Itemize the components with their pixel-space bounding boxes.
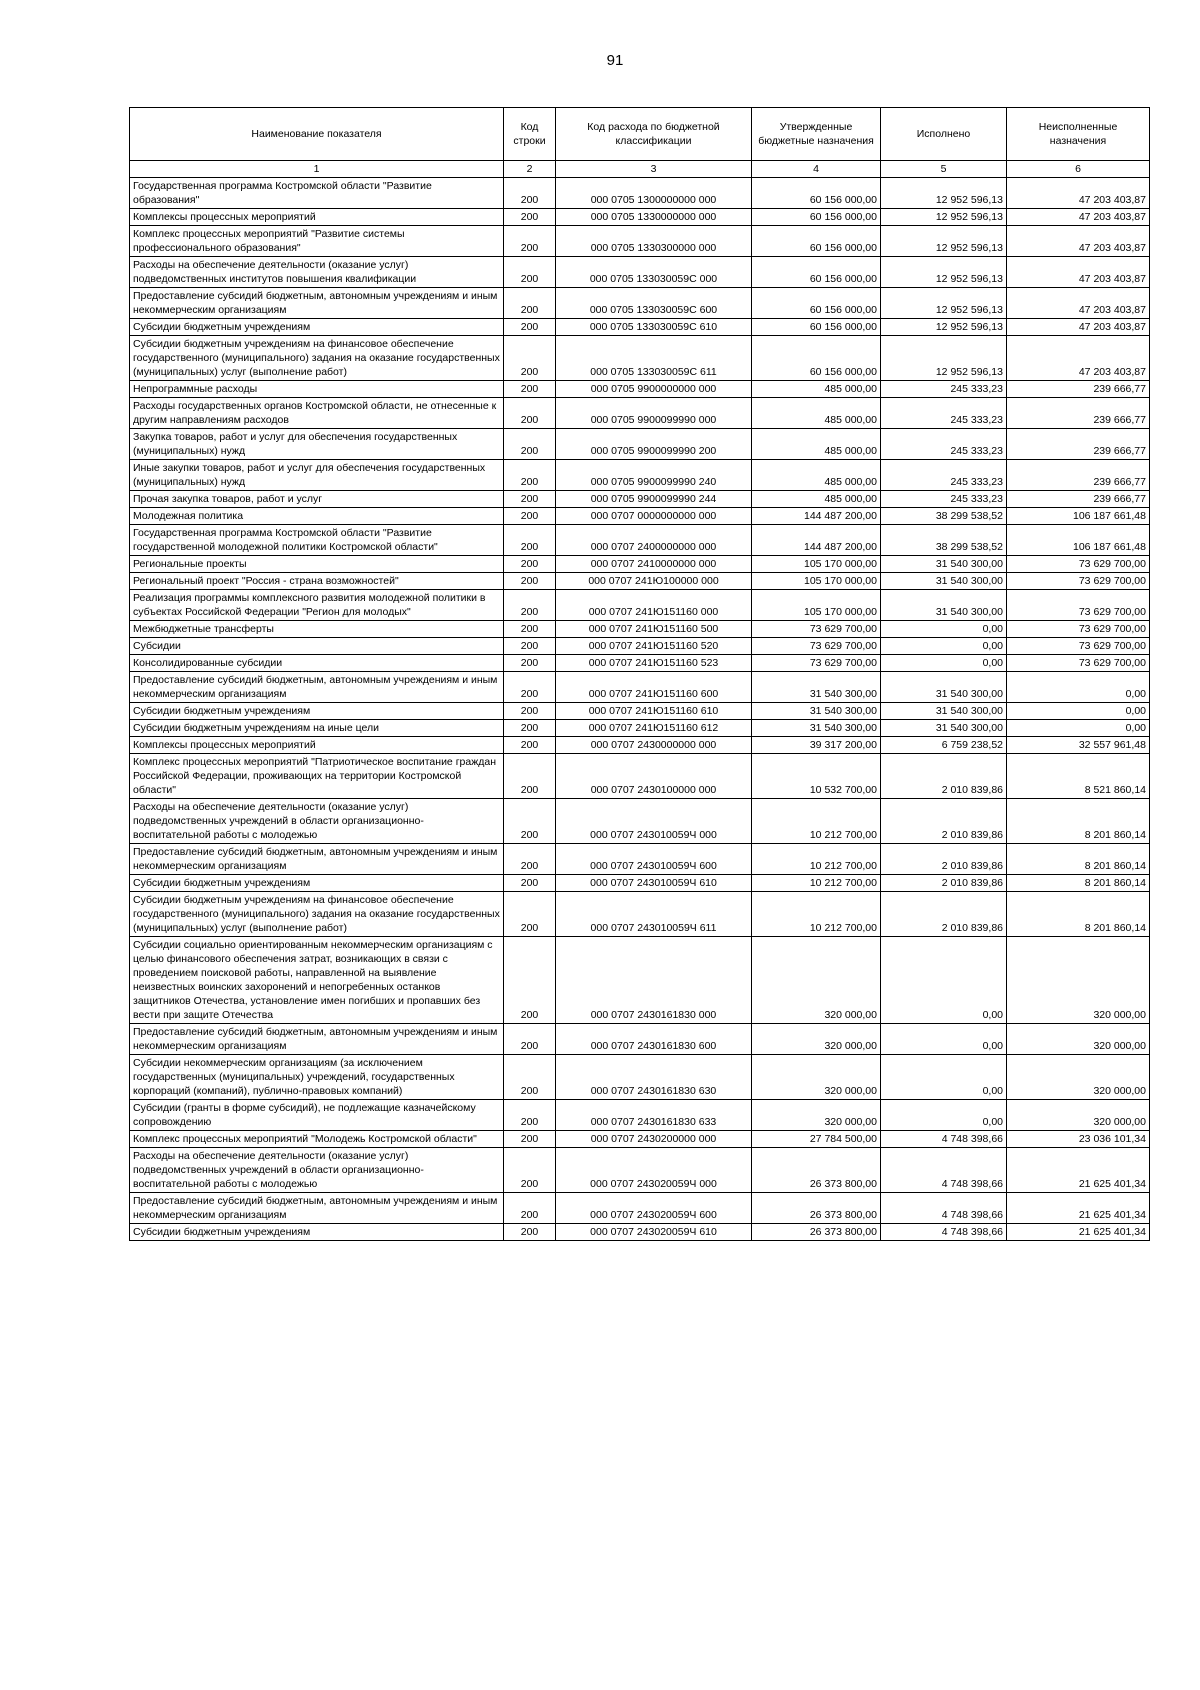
row-remaining: 21 625 401,34 (1007, 1148, 1150, 1193)
row-line-code: 200 (504, 525, 556, 556)
row-name: Закупка товаров, работ и услуг для обеспечения государственных (муниципальных) нужд (130, 429, 504, 460)
table-row (130, 621, 1150, 638)
row-line-code: 200 (504, 336, 556, 381)
row-name: Субсидии бюджетным учреждениям на финансовое обеспечение государственного (муниципального) задания на оказание государственных (муниципальных) услуг (выполнение работ) (130, 336, 504, 381)
row-executed: 4 748 398,66 (881, 1224, 1007, 1241)
row-expense-code: 000 0707 2400000000 000 (556, 525, 752, 556)
row-name: Молодежная политика (130, 508, 504, 525)
row-approved: 73 629 700,00 (752, 621, 881, 638)
row-executed: 12 952 596,13 (881, 178, 1007, 209)
row-executed: 0,00 (881, 621, 1007, 638)
row-executed: 245 333,23 (881, 460, 1007, 491)
table-row (130, 655, 1150, 672)
row-remaining: 47 203 403,87 (1007, 226, 1150, 257)
row-executed: 12 952 596,13 (881, 336, 1007, 381)
row-line-code: 200 (504, 381, 556, 398)
row-name: Предоставление субсидий бюджетным, автономным учреждениям и иным некоммерческим организациям (130, 844, 504, 875)
row-executed: 31 540 300,00 (881, 573, 1007, 590)
row-approved: 60 156 000,00 (752, 319, 881, 336)
row-expense-code: 000 0705 1330300000 000 (556, 226, 752, 257)
row-remaining: 21 625 401,34 (1007, 1224, 1150, 1241)
table-row (130, 209, 1150, 226)
row-approved: 10 532 700,00 (752, 754, 881, 799)
row-name: Расходы государственных органов Костромской области, не отнесенные к другим направлениям расходов (130, 398, 504, 429)
row-expense-code: 000 0705 9900099990 200 (556, 429, 752, 460)
row-remaining: 239 666,77 (1007, 429, 1150, 460)
row-executed: 12 952 596,13 (881, 288, 1007, 319)
row-executed: 0,00 (881, 655, 1007, 672)
row-approved: 105 170 000,00 (752, 590, 881, 621)
row-remaining: 23 036 101,34 (1007, 1131, 1150, 1148)
table-row (130, 844, 1150, 875)
row-expense-code: 000 0707 241Ю151160 000 (556, 590, 752, 621)
row-remaining: 47 203 403,87 (1007, 319, 1150, 336)
row-line-code: 200 (504, 178, 556, 209)
table-row (130, 319, 1150, 336)
row-approved: 39 317 200,00 (752, 737, 881, 754)
row-line-code: 200 (504, 319, 556, 336)
table-row (130, 460, 1150, 491)
row-expense-code: 000 0707 2430000000 000 (556, 737, 752, 754)
table-row (130, 892, 1150, 937)
row-name: Предоставление субсидий бюджетным, автономным учреждениям и иным некоммерческим организациям (130, 672, 504, 703)
row-executed: 31 540 300,00 (881, 556, 1007, 573)
row-name: Предоставление субсидий бюджетным, автономным учреждениям и иным некоммерческим организациям (130, 288, 504, 319)
row-expense-code: 000 0707 243010059Ч 000 (556, 799, 752, 844)
row-line-code: 200 (504, 799, 556, 844)
table-row (130, 937, 1150, 1024)
row-remaining: 320 000,00 (1007, 937, 1150, 1024)
table-row (130, 288, 1150, 319)
row-executed: 2 010 839,86 (881, 754, 1007, 799)
row-remaining: 32 557 961,48 (1007, 737, 1150, 754)
row-line-code: 200 (504, 937, 556, 1024)
table-row (130, 799, 1150, 844)
table-row (130, 720, 1150, 737)
row-approved: 320 000,00 (752, 1055, 881, 1100)
row-expense-code: 000 0707 0000000000 000 (556, 508, 752, 525)
row-expense-code: 000 0707 241Ю151160 600 (556, 672, 752, 703)
row-name: Субсидии социально ориентированным некоммерческим организациям с целью финансового обеспечения затрат, возникающих в связи с проведением поисковой работы, направленной на выявление неизвестных воинских захоронений и непогребенных останков защитников Отечества, установление имен погибших и пропавших без вести при защите Отечества (130, 937, 504, 1024)
row-expense-code: 000 0705 133030059C 610 (556, 319, 752, 336)
row-approved: 144 487 200,00 (752, 508, 881, 525)
row-line-code: 200 (504, 288, 556, 319)
row-name: Реализация программы комплексного развития молодежной политики в субъектах Российской Федерации "Регион для молодых" (130, 590, 504, 621)
row-approved: 485 000,00 (752, 398, 881, 429)
row-remaining: 8 201 860,14 (1007, 875, 1150, 892)
page-number: 91 (606, 52, 624, 69)
table-row (130, 754, 1150, 799)
row-remaining: 0,00 (1007, 720, 1150, 737)
header-executed: Исполнено (881, 108, 1007, 161)
row-approved: 485 000,00 (752, 491, 881, 508)
row-expense-code: 000 0705 133030059C 611 (556, 336, 752, 381)
row-approved: 485 000,00 (752, 381, 881, 398)
row-approved: 10 212 700,00 (752, 799, 881, 844)
row-approved: 10 212 700,00 (752, 892, 881, 937)
table-row (130, 1055, 1150, 1100)
row-expense-code: 000 0705 1330000000 000 (556, 209, 752, 226)
row-line-code: 200 (504, 398, 556, 429)
row-line-code: 200 (504, 844, 556, 875)
table-row (130, 703, 1150, 720)
row-approved: 485 000,00 (752, 429, 881, 460)
row-expense-code: 000 0707 2430161830 000 (556, 937, 752, 1024)
row-line-code: 200 (504, 1224, 556, 1241)
row-expense-code: 000 0707 241Ю151160 500 (556, 621, 752, 638)
row-line-code: 200 (504, 621, 556, 638)
row-name: Субсидии некоммерческим организациям (за исключением государственных (муниципальных) учреждений, государственных корпораций (компаний), публично-правовых компаний) (130, 1055, 504, 1100)
row-approved: 31 540 300,00 (752, 672, 881, 703)
row-name: Расходы на обеспечение деятельности (оказание услуг) подведомственных учреждений в области организационно-воспитательной работы с молодежью (130, 799, 504, 844)
header-line-code: Код строки (504, 108, 556, 161)
row-name: Предоставление субсидий бюджетным, автономным учреждениям и иным некоммерческим организациям (130, 1024, 504, 1055)
row-remaining: 320 000,00 (1007, 1100, 1150, 1131)
row-expense-code: 000 0707 243010059Ч 610 (556, 875, 752, 892)
row-line-code: 200 (504, 556, 556, 573)
row-approved: 60 156 000,00 (752, 226, 881, 257)
row-name: Субсидии бюджетным учреждениям на иные цели (130, 720, 504, 737)
row-name: Предоставление субсидий бюджетным, автономным учреждениям и иным некоммерческим организациям (130, 1193, 504, 1224)
row-executed: 12 952 596,13 (881, 209, 1007, 226)
table-row (130, 508, 1150, 525)
row-executed: 4 748 398,66 (881, 1131, 1007, 1148)
row-remaining: 73 629 700,00 (1007, 590, 1150, 621)
row-approved: 27 784 500,00 (752, 1131, 881, 1148)
row-name: Комплекс процессных мероприятий "Молодежь Костромской области" (130, 1131, 504, 1148)
row-executed: 0,00 (881, 937, 1007, 1024)
row-line-code: 200 (504, 875, 556, 892)
row-executed: 2 010 839,86 (881, 799, 1007, 844)
row-remaining: 73 629 700,00 (1007, 638, 1150, 655)
row-line-code: 200 (504, 257, 556, 288)
row-remaining: 106 187 661,48 (1007, 525, 1150, 556)
row-expense-code: 000 0705 9900099990 240 (556, 460, 752, 491)
table-row (130, 1024, 1150, 1055)
row-expense-code: 000 0707 241Ю151160 612 (556, 720, 752, 737)
row-approved: 485 000,00 (752, 460, 881, 491)
row-executed: 245 333,23 (881, 429, 1007, 460)
row-approved: 60 156 000,00 (752, 336, 881, 381)
row-remaining: 320 000,00 (1007, 1024, 1150, 1055)
row-approved: 60 156 000,00 (752, 178, 881, 209)
row-executed: 0,00 (881, 1055, 1007, 1100)
row-approved: 26 373 800,00 (752, 1148, 881, 1193)
row-remaining: 73 629 700,00 (1007, 655, 1150, 672)
row-expense-code: 000 0707 243010059Ч 600 (556, 844, 752, 875)
table-row (130, 178, 1150, 209)
row-line-code: 200 (504, 1193, 556, 1224)
row-approved: 320 000,00 (752, 1024, 881, 1055)
header-expense-code: Код расхода по бюджетной классификации (556, 108, 752, 161)
row-name: Межбюджетные трансферты (130, 621, 504, 638)
row-line-code: 200 (504, 737, 556, 754)
row-line-code: 200 (504, 1148, 556, 1193)
row-expense-code: 000 0705 9900099990 000 (556, 398, 752, 429)
row-remaining: 47 203 403,87 (1007, 257, 1150, 288)
row-name: Комплексы процессных мероприятий (130, 209, 504, 226)
table-body (130, 178, 1150, 1241)
row-approved: 31 540 300,00 (752, 720, 881, 737)
row-executed: 38 299 538,52 (881, 525, 1007, 556)
row-approved: 60 156 000,00 (752, 209, 881, 226)
row-line-code: 200 (504, 754, 556, 799)
row-executed: 12 952 596,13 (881, 226, 1007, 257)
table-row (130, 1193, 1150, 1224)
table-row (130, 638, 1150, 655)
row-name: Консолидированные субсидии (130, 655, 504, 672)
table-row (130, 875, 1150, 892)
row-expense-code: 000 0707 243020059Ч 600 (556, 1193, 752, 1224)
row-executed: 0,00 (881, 1100, 1007, 1131)
column-number: 2 (504, 161, 556, 178)
table-row (130, 737, 1150, 754)
column-number: 3 (556, 161, 752, 178)
row-line-code: 200 (504, 573, 556, 590)
row-line-code: 200 (504, 508, 556, 525)
table-row (130, 590, 1150, 621)
row-line-code: 200 (504, 638, 556, 655)
row-name: Комплекс процессных мероприятий "Развитие системы профессионального образования" (130, 226, 504, 257)
row-name: Расходы на обеспечение деятельности (оказание услуг) подведомственных институтов повышения квалификации (130, 257, 504, 288)
row-approved: 320 000,00 (752, 937, 881, 1024)
column-number: 1 (130, 161, 504, 178)
row-expense-code: 000 0707 2430161830 600 (556, 1024, 752, 1055)
row-name: Региональные проекты (130, 556, 504, 573)
table-header (130, 108, 1150, 178)
row-remaining: 21 625 401,34 (1007, 1193, 1150, 1224)
table-row (130, 1131, 1150, 1148)
column-number: 5 (881, 161, 1007, 178)
row-name: Региональный проект "Россия - страна возможностей" (130, 573, 504, 590)
row-line-code: 200 (504, 429, 556, 460)
row-executed: 245 333,23 (881, 398, 1007, 429)
row-line-code: 200 (504, 460, 556, 491)
row-line-code: 200 (504, 720, 556, 737)
table-row (130, 398, 1150, 429)
header-name: Наименование показателя (130, 108, 504, 161)
table-row (130, 1224, 1150, 1241)
row-executed: 2 010 839,86 (881, 875, 1007, 892)
row-expense-code: 000 0707 2430100000 000 (556, 754, 752, 799)
row-remaining: 320 000,00 (1007, 1055, 1150, 1100)
row-remaining: 73 629 700,00 (1007, 621, 1150, 638)
row-remaining: 47 203 403,87 (1007, 336, 1150, 381)
table-row (130, 336, 1150, 381)
row-name: Субсидии (гранты в форме субсидий), не подлежащие казначейскому сопровождению (130, 1100, 504, 1131)
row-line-code: 200 (504, 590, 556, 621)
row-remaining: 106 187 661,48 (1007, 508, 1150, 525)
row-remaining: 239 666,77 (1007, 381, 1150, 398)
row-name: Субсидии (130, 638, 504, 655)
row-line-code: 200 (504, 226, 556, 257)
row-remaining: 239 666,77 (1007, 491, 1150, 508)
row-line-code: 200 (504, 892, 556, 937)
row-expense-code: 000 0707 243020059Ч 610 (556, 1224, 752, 1241)
table-row (130, 556, 1150, 573)
row-name: Субсидии бюджетным учреждениям (130, 875, 504, 892)
row-line-code: 200 (504, 1055, 556, 1100)
row-approved: 10 212 700,00 (752, 875, 881, 892)
row-line-code: 200 (504, 1100, 556, 1131)
row-executed: 31 540 300,00 (881, 703, 1007, 720)
table-row (130, 491, 1150, 508)
row-remaining: 47 203 403,87 (1007, 288, 1150, 319)
table-row (130, 226, 1150, 257)
row-approved: 10 212 700,00 (752, 844, 881, 875)
row-remaining: 239 666,77 (1007, 460, 1150, 491)
row-expense-code: 000 0705 9900000000 000 (556, 381, 752, 398)
row-remaining: 73 629 700,00 (1007, 556, 1150, 573)
row-remaining: 0,00 (1007, 672, 1150, 703)
row-name: Комплекс процессных мероприятий "Патриотическое воспитание граждан Российской Федерации, проживающих на территории Костромской области" (130, 754, 504, 799)
row-executed: 12 952 596,13 (881, 319, 1007, 336)
row-expense-code: 000 0707 243020059Ч 000 (556, 1148, 752, 1193)
row-executed: 245 333,23 (881, 381, 1007, 398)
row-name: Государственная программа Костромской области "Развитие образования" (130, 178, 504, 209)
row-line-code: 200 (504, 672, 556, 703)
row-remaining: 47 203 403,87 (1007, 178, 1150, 209)
row-executed: 2 010 839,86 (881, 892, 1007, 937)
row-name: Комплексы процессных мероприятий (130, 737, 504, 754)
table-row (130, 429, 1150, 460)
table-row (130, 525, 1150, 556)
row-remaining: 47 203 403,87 (1007, 209, 1150, 226)
row-name: Непрограммные расходы (130, 381, 504, 398)
row-approved: 105 170 000,00 (752, 556, 881, 573)
row-approved: 320 000,00 (752, 1100, 881, 1131)
row-executed: 245 333,23 (881, 491, 1007, 508)
row-line-code: 200 (504, 1024, 556, 1055)
row-approved: 73 629 700,00 (752, 638, 881, 655)
row-executed: 4 748 398,66 (881, 1148, 1007, 1193)
row-expense-code: 000 0705 1300000000 000 (556, 178, 752, 209)
row-approved: 60 156 000,00 (752, 257, 881, 288)
row-name: Субсидии бюджетным учреждениям (130, 703, 504, 720)
row-expense-code: 000 0707 2430200000 000 (556, 1131, 752, 1148)
row-expense-code: 000 0707 243010059Ч 611 (556, 892, 752, 937)
row-executed: 0,00 (881, 1024, 1007, 1055)
row-name: Субсидии бюджетным учреждениям (130, 319, 504, 336)
row-line-code: 200 (504, 655, 556, 672)
row-executed: 31 540 300,00 (881, 672, 1007, 703)
row-approved: 144 487 200,00 (752, 525, 881, 556)
row-line-code: 200 (504, 209, 556, 226)
row-expense-code: 000 0705 133030059C 600 (556, 288, 752, 319)
row-remaining: 8 201 860,14 (1007, 844, 1150, 875)
table-row (130, 1100, 1150, 1131)
row-expense-code: 000 0707 2430161830 630 (556, 1055, 752, 1100)
row-executed: 4 748 398,66 (881, 1193, 1007, 1224)
header-remaining: Неисполненные назначения (1007, 108, 1150, 161)
row-expense-code: 000 0705 133030059C 000 (556, 257, 752, 288)
row-line-code: 200 (504, 703, 556, 720)
row-expense-code: 000 0707 241Ю151160 610 (556, 703, 752, 720)
row-approved: 31 540 300,00 (752, 703, 881, 720)
row-line-code: 200 (504, 1131, 556, 1148)
table-row (130, 381, 1150, 398)
row-executed: 2 010 839,86 (881, 844, 1007, 875)
table-row (130, 1148, 1150, 1193)
row-name: Субсидии бюджетным учреждениям (130, 1224, 504, 1241)
row-expense-code: 000 0705 9900099990 244 (556, 491, 752, 508)
row-name: Прочая закупка товаров, работ и услуг (130, 491, 504, 508)
row-name: Субсидии бюджетным учреждениям на финансовое обеспечение государственного (муниципального) задания на оказание государственных (муниципальных) услуг (выполнение работ) (130, 892, 504, 937)
row-approved: 60 156 000,00 (752, 288, 881, 319)
row-remaining: 0,00 (1007, 703, 1150, 720)
column-number: 4 (752, 161, 881, 178)
row-approved: 26 373 800,00 (752, 1224, 881, 1241)
budget-execution-table (129, 107, 1150, 1241)
row-expense-code: 000 0707 241Ю151160 523 (556, 655, 752, 672)
row-approved: 26 373 800,00 (752, 1193, 881, 1224)
row-name: Расходы на обеспечение деятельности (оказание услуг) подведомственных учреждений в области организационно-воспитательной работы с молодежью (130, 1148, 504, 1193)
row-executed: 31 540 300,00 (881, 590, 1007, 621)
row-executed: 6 759 238,52 (881, 737, 1007, 754)
row-name: Государственная программа Костромской области "Развитие государственной молодежной политики Костромской области" (130, 525, 504, 556)
column-number: 6 (1007, 161, 1150, 178)
row-remaining: 239 666,77 (1007, 398, 1150, 429)
row-executed: 38 299 538,52 (881, 508, 1007, 525)
row-expense-code: 000 0707 241Ю151160 520 (556, 638, 752, 655)
row-executed: 12 952 596,13 (881, 257, 1007, 288)
row-remaining: 8 201 860,14 (1007, 892, 1150, 937)
row-approved: 73 629 700,00 (752, 655, 881, 672)
table-row (130, 257, 1150, 288)
row-expense-code: 000 0707 241Ю100000 000 (556, 573, 752, 590)
row-executed: 0,00 (881, 638, 1007, 655)
table-row (130, 573, 1150, 590)
row-remaining: 8 201 860,14 (1007, 799, 1150, 844)
table-row (130, 672, 1150, 703)
row-expense-code: 000 0707 2430161830 633 (556, 1100, 752, 1131)
row-expense-code: 000 0707 2410000000 000 (556, 556, 752, 573)
row-remaining: 8 521 860,14 (1007, 754, 1150, 799)
row-remaining: 73 629 700,00 (1007, 573, 1150, 590)
row-line-code: 200 (504, 491, 556, 508)
row-executed: 31 540 300,00 (881, 720, 1007, 737)
row-approved: 105 170 000,00 (752, 573, 881, 590)
row-name: Иные закупки товаров, работ и услуг для обеспечения государственных (муниципальных) нужд (130, 460, 504, 491)
header-approved: Утвержденные бюджетные назначения (752, 108, 881, 161)
